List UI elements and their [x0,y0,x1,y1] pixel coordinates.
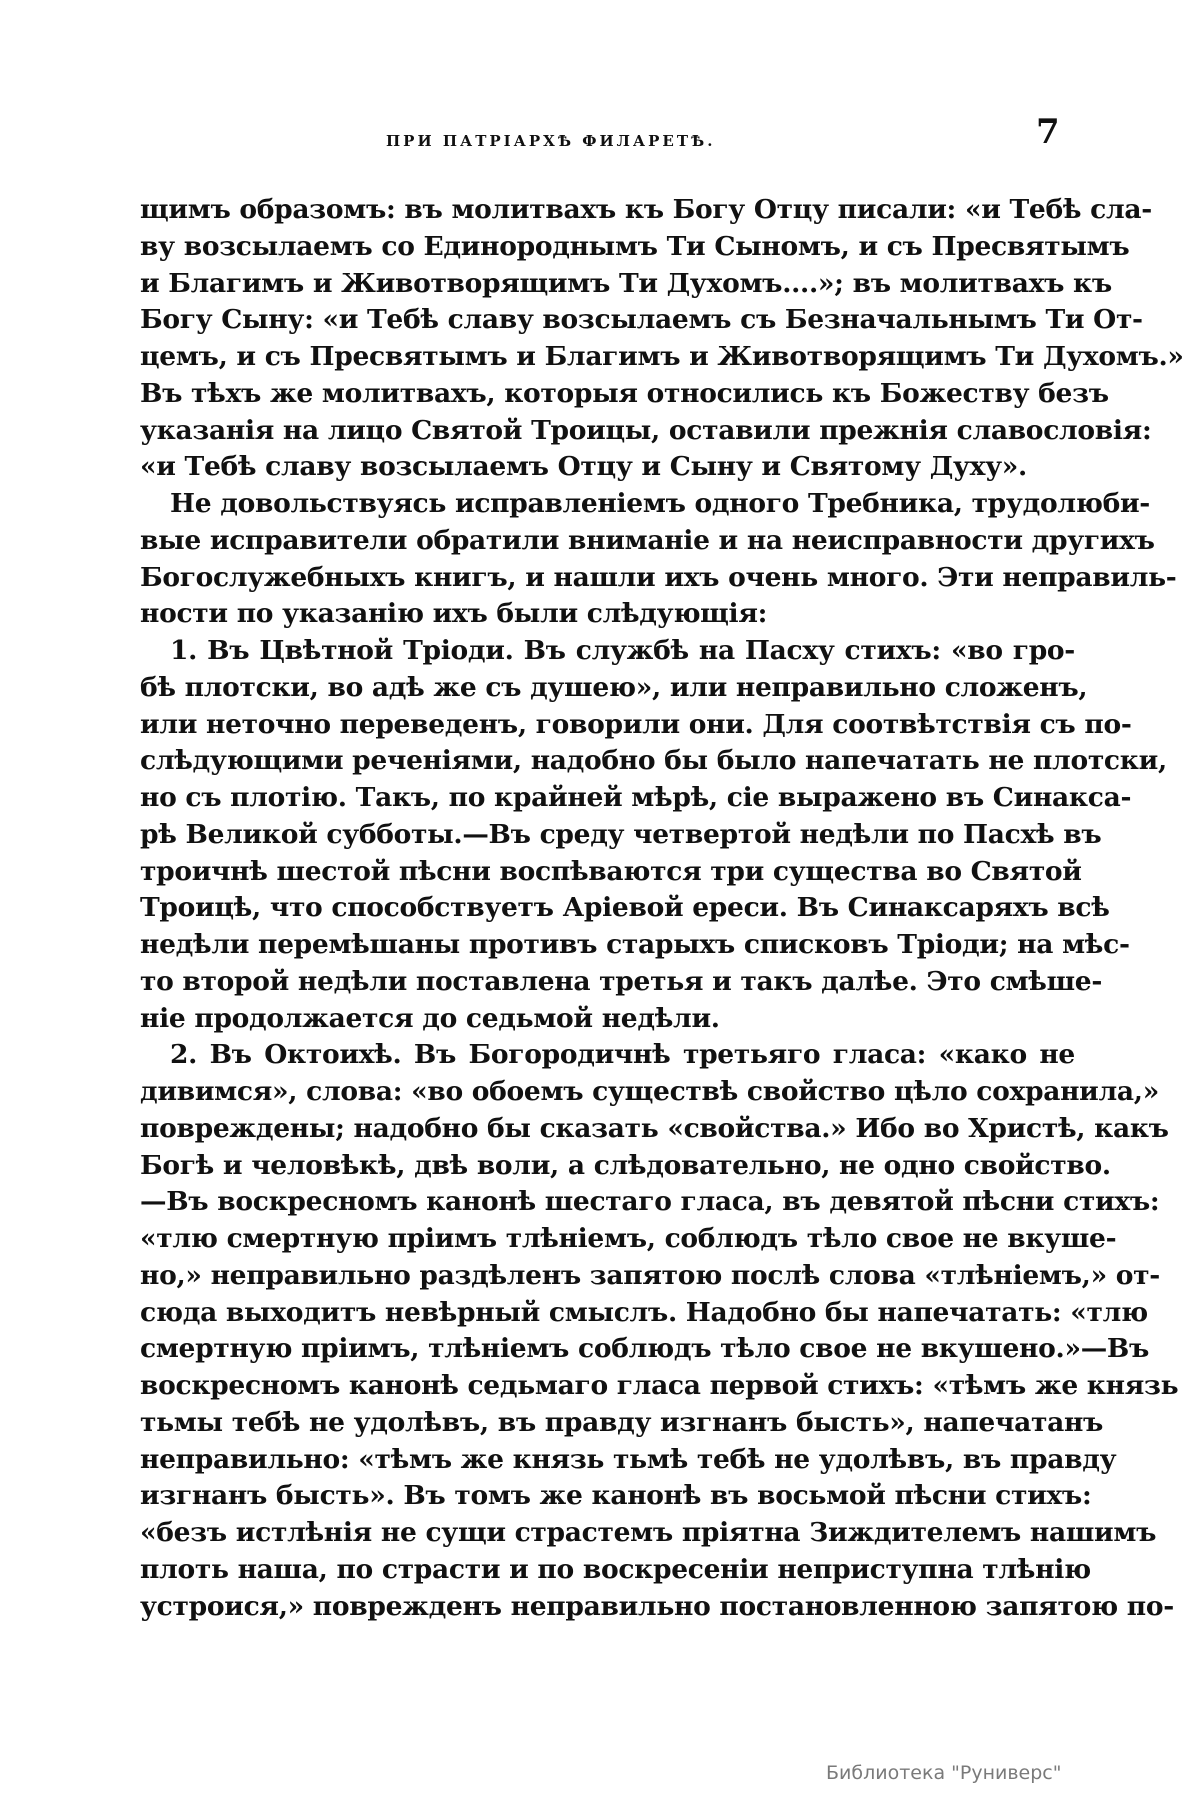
text-line: Троицѣ, что способствуетъ Аріевой ереси. Въ Синаксаряхъ всѣ [140,892,1110,924]
text-line: и Благимъ и Животворящимъ Ти Духомъ....»; въ молитвахъ къ [140,267,1112,299]
text-line: «и Тебѣ славу возсылаемъ Отцу и Сыну и Святому Духу». [140,451,1027,483]
text-line: ности по указанію ихъ были слѣдующія: [140,598,768,630]
text-line: повреждены; надобно бы сказать «свойства.» Ибо во Христѣ, какъ [140,1112,1169,1144]
text-line: неправильно: «тѣмъ же князь тьмѣ тебѣ не удолѣвъ, въ правду [140,1443,1117,1475]
text-line: но съ плотію. Такъ, по крайней мѣрѣ, сіе выражено въ Синакса- [140,782,1132,813]
library-watermark: Библиотека "Руниверс" [826,1762,1062,1784]
text-line: Богослужебныхъ книгъ, и нашли ихъ очень много. Эти неправиль- [140,561,1177,593]
body-text [140,192,1184,1625]
text-line: тьмы тебѣ не удолѣвъ, въ правду изгнанъ бысть», напечатанъ [140,1406,1104,1438]
text-line: «тлю смертную пріимъ тлѣніемъ, соблюдъ тѣло свое не вкуше- [140,1223,1117,1254]
text-line: ву возсылаемъ со Единороднымъ Ти Сыномъ, и съ Пресвятымъ [140,230,1130,262]
list-item-1-line: 1. Въ Цвѣтной Тріоди. Въ службѣ на Пасху стихъ: «во гро- [170,635,1075,666]
text-line: ніе продолжается до седьмой недѣли. [140,1002,720,1034]
running-head: ПРИ ПАТРІАРХѢ ФИЛАРЕТѢ. [386,132,716,150]
list-item-2-line: 2. Въ Октоихѣ. Въ Богородичнѣ третьяго гласа: «како не [170,1039,1075,1071]
paragraph-start-line: Не довольствуясь исправленіемъ одного Требника, трудолюби- [170,488,1150,519]
text-line: —Въ воскресномъ канонѣ шестаго гласа, въ девятой пѣсни стихъ: [140,1186,1160,1218]
page-number: 7 [1036,112,1060,152]
text-line: Богу Сыну: «и Тебѣ славу возсылаемъ съ Безначальнымъ Ти От- [140,304,1143,336]
text-line: но,» неправильно раздѣленъ запятою послѣ слова «тлѣніемъ,» от- [140,1259,1160,1291]
text-line: сюда выходитъ невѣрный смыслъ. Надобно бы напечатать: «тлю [140,1296,1148,1328]
text-line: устроися,» поврежденъ неправильно постановленною запятою по- [140,1590,1174,1622]
text-line: цемъ, и съ Пресвятымъ и Благимъ и Животворящимъ Ти Духомъ.» [140,341,1184,372]
text-line: вые исправители обратили вниманіе и на неисправности другихъ [140,524,1155,556]
text-line: недѣли перемѣшаны противъ старыхъ списковъ Тріоди; на мѣс- [140,929,1130,960]
text-line: воскресномъ канонѣ седьмаго гласа первой стихъ: «тѣмъ же князь [140,1370,1179,1401]
text-line: рѣ Великой субботы.—Въ среду четвертой недѣли по Пасхѣ въ [140,818,1102,850]
text-line: указанія на лицо Святой Троицы, оставили прежнія славословія: [140,414,1152,446]
text-line: щимъ образомъ: въ молитвахъ къ Богу Отцу писали: «и Тебѣ сла- [140,194,1152,225]
text-line: «безъ истлѣнія не сущи страстемъ пріятна Зиждителемъ нашимъ [140,1517,1157,1548]
text-line: плоть наша, по страсти и по воскресеніи неприступна тлѣнію [140,1553,1091,1585]
text-line: Богѣ и человѣкѣ, двѣ воли, а слѣдовательно, не одно свойство. [140,1149,1111,1181]
text-line: Въ тѣхъ же молитвахъ, которыя относились къ Божеству безъ [140,377,1109,409]
text-line: дивимся», слова: «во обоемъ существѣ свойство цѣло сохранила,» [140,1076,1159,1107]
text-line: троичнѣ шестой пѣсни воспѣваются три существа во Святой [140,855,1082,887]
text-line: слѣдующими реченіями, надобно бы было напечатать не плотски, [140,745,1167,777]
text-line: бѣ плотски, во адѣ же съ душею», или неправильно сложенъ, [140,671,1088,703]
text-line: смертную пріимъ, тлѣніемъ соблюдъ тѣло свое не вкушено.»—Въ [140,1333,1150,1365]
text-line: то второй недѣли поставлена третья и такъ далѣе. Это смѣше- [140,965,1103,997]
text-line: изгнанъ бысть». Въ томъ же канонѣ въ восьмой пѣсни стихъ: [140,1480,1092,1512]
text-line: или неточно переведенъ, говорили они. Для соотвѣтствія съ по- [140,708,1132,740]
